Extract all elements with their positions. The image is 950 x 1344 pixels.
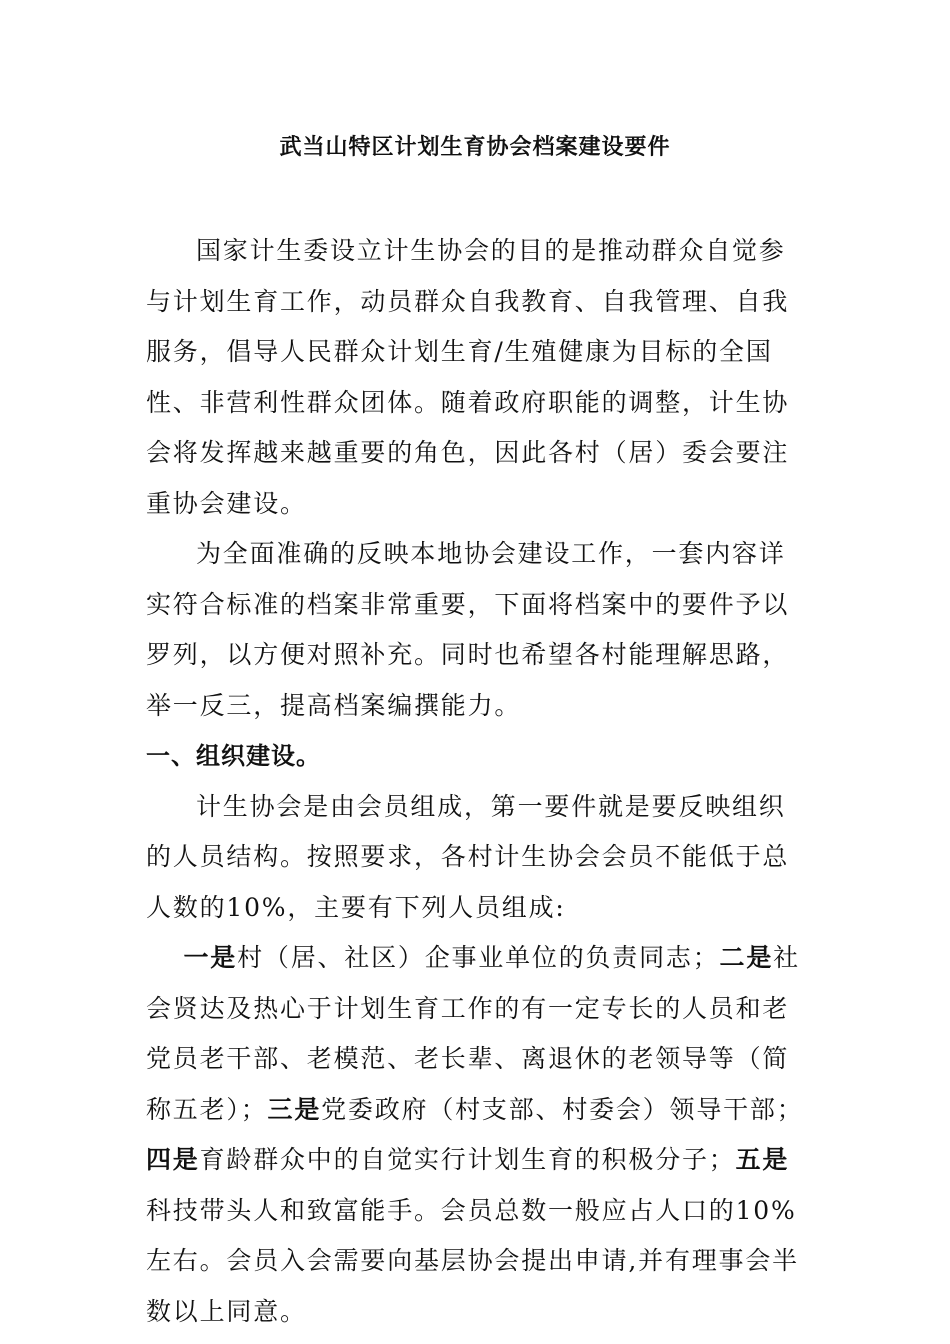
document-body [146,226,808,1337]
member-lead-1: 一是 [183,943,238,972]
member-text-3: 党委政府（村支部、村委会）领导干部； [321,1094,804,1124]
member-text-2: 社会贤达及热心于计划生育工作的有一定专长的人员和老党员老干部、老模范、老长辈、离退休的老领导等（简称五老）； [146,943,800,1124]
member-text-1: 村（居、社区）企事业单位的负责同志； [237,943,720,972]
member-text-5: 科技带头人和致富能手。会员总数一般应占人口的10%左右。会员入会需要向基层协会提出申请,并有理事会半数以上同意。 [146,1195,799,1326]
document-title: 武当山特区计划生育协会档案建设要件 [279,135,671,160]
member-lead-4: 四是 [146,1145,200,1174]
member-composition-paragraph [146,933,808,1337]
intro-paragraph: 国家计生委设立计生协会的目的是推动群众自觉参与计划生育工作，动员群众自我教育、自我管理、自我服务，倡导人民群众计划生育/生殖健康为目标的全国性、非营利性群众团体。随着政府职能的调整，计生协会将发挥越来越重要的角色，因此各村（居）委会要注重协会建设。 [146,236,790,518]
purpose-paragraph: 为全面准确的反映本地协会建设工作，一套内容详实符合标准的档案非常重要，下面将档案中的要件予以罗列，以方便对照补充。同时也希望各村能理解思路，举一反三，提高档案编撰能力。 [146,539,790,720]
member-lead-5: 五是 [735,1145,790,1174]
member-lead-3: 三是 [267,1094,322,1124]
member-lead-2: 二是 [719,943,774,972]
section-paragraph-organization: 计生协会是由会员组成，第一要件就是要反映组织的人员结构。按照要求，各村计生协会会员不能低于总人数的10%，主要有下列人员组成: [146,791,790,922]
member-text-4: 育龄群众中的自觉实行计划生育的积极分子； [199,1145,736,1174]
section-heading-organization: 一、组织建设。 [146,742,321,770]
